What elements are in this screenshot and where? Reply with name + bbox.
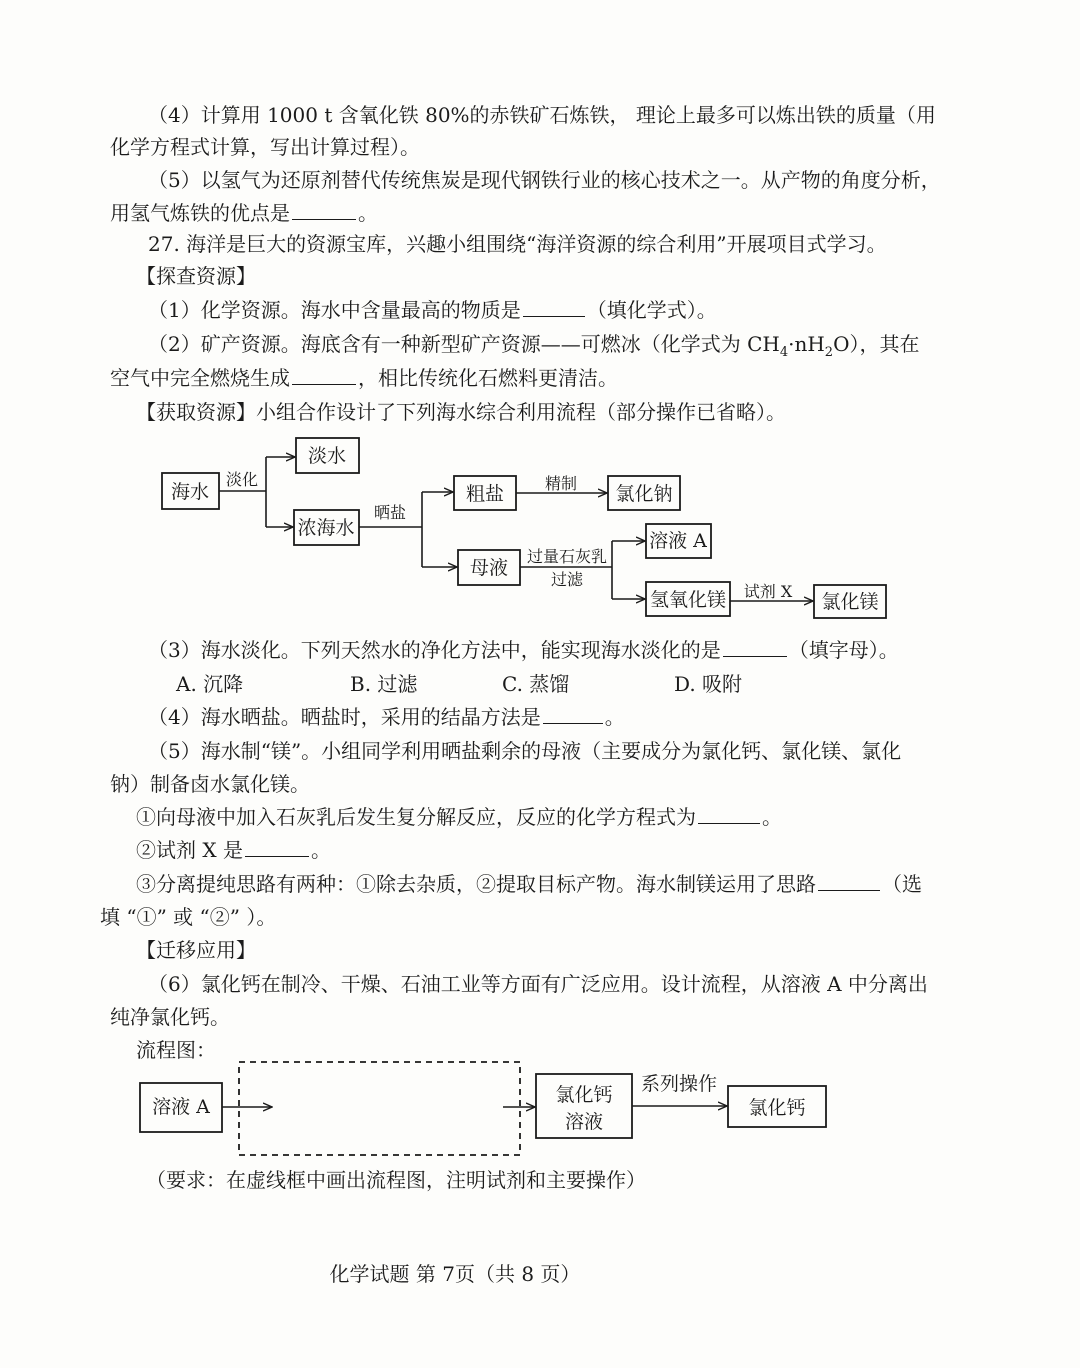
q27-part2-line2: 空气中完全燃烧生成 ，相比传统化石燃料更清洁。 [110, 366, 618, 390]
section-apply-heading: 【迁移应用】 [136, 938, 256, 962]
cacl2-solution-label-2: 溶液 [564, 1111, 604, 1133]
option-b: B. 过滤 [350, 672, 418, 696]
freshwater-label: 淡水 [307, 445, 347, 467]
q27-part2-line1: （2）矿产资源。海底含有一种新型矿产资源——可燃冰（化学式为 $CH_4\cdot nH_2O$），其在 [148, 332, 920, 360]
cacl2-solution-label-1: 氯化钙 [555, 1084, 613, 1106]
desalination-label: 淡化 [225, 470, 259, 489]
q27-part5-item3-line2: 填 “①” 或 “②” ）。 [100, 905, 277, 929]
nacl-label: 氯化钠 [615, 483, 673, 505]
option-c: C. 蒸馏 [502, 672, 570, 696]
crude-salt-label: 粗盐 [465, 483, 505, 505]
q27-part5-item1: ①向母液中加入石灰乳后发生复分解反应，反应的化学方程式为 。 [136, 805, 782, 829]
q27-part5-line2: 钠）制备卤水氯化镁。 [110, 772, 310, 796]
q27-part4: （4）海水晒盐。晒盐时，采用的结晶方法是 。 [148, 705, 625, 729]
lime-label: 过量石灰乳 [526, 547, 608, 566]
requirement-note: （要求：在虚线框中画出流程图，注明试剂和主要操作） [146, 1168, 646, 1192]
mother-liquor-label: 母液 [469, 557, 509, 579]
answer-blank[interactable] [543, 703, 603, 724]
q26-part5-line2: 用氢气炼铁的优点是 。 [110, 201, 378, 225]
solution-a-label: 溶液 A [649, 530, 707, 552]
q26-part4-line2: 化学方程式计算，写出计算过程）。 [110, 135, 420, 159]
dashed-answer-box[interactable] [239, 1062, 520, 1155]
brine-label: 浓海水 [297, 517, 355, 539]
reagent-x-label: 试剂 X [743, 582, 793, 601]
answer-blank[interactable] [698, 803, 760, 824]
solution-a-2-label: 溶液 A [152, 1096, 210, 1118]
option-d: D. 吸附 [674, 672, 743, 696]
q27-part6-line2: 纯净氯化钙。 [110, 1005, 230, 1029]
answer-blank[interactable] [245, 836, 309, 857]
cacl2-label: 氯化钙 [748, 1097, 806, 1119]
q27-part1: （1）化学资源。海水中含量最高的物质是 （填化学式）。 [148, 298, 717, 322]
q27-intro: 27. 海洋是巨大的资源宝库，兴趣小组围绕“海洋资源的综合利用”开展项目式学习。 [148, 232, 887, 256]
page-footer: 化学试题 第 7页（共 8 页） [329, 1262, 581, 1286]
q27-part5-line1: （5）海水制“镁”。小组同学利用晒盐剩余的母液（主要成分为氯化钙、氯化镁、氯化 [148, 739, 902, 763]
filtration-label: 过滤 [550, 570, 584, 589]
q27-part5-item2: ②试剂 X 是 。 [136, 838, 331, 862]
seawater-label: 海水 [170, 481, 210, 503]
q26-part5-line1: （5）以氢气为还原剂替代传统焦炭是现代钢铁行业的核心技术之一。从产物的角度分析， [148, 168, 941, 192]
series-operations-label: 系列操作 [640, 1073, 718, 1095]
evaporation-label: 晒盐 [373, 503, 407, 522]
flowchart-title: 流程图： [136, 1038, 216, 1062]
q27-part3: （3）海水淡化。下列天然水的净化方法中，能实现海水淡化的是 （填字母）。 [148, 638, 899, 662]
mgoh2-label: 氢氧化镁 [649, 589, 727, 611]
refine-label: 精制 [544, 474, 578, 493]
answer-blank[interactable] [723, 636, 787, 657]
q26-part4-line1: （4）计算用 1000 t 含氧化铁 80%的赤铁矿石炼铁， 理论上最多可以炼出铁的质量（用 [148, 103, 936, 127]
section-obtain-heading: 【获取资源】小组合作设计了下列海水综合利用流程（部分操作已省略）。 [136, 400, 786, 424]
mgcl2-label: 氯化镁 [821, 591, 879, 613]
section-explore-heading: 【探查资源】 [136, 264, 256, 288]
answer-blank[interactable] [818, 870, 880, 891]
q27-part5-item3-line1: ③分离提纯思路有两种：①除去杂质，②提取目标产物。海水制镁运用了思路 （选 [136, 872, 922, 896]
q27-part6-line1: （6）氯化钙在制冷、干燥、石油工业等方面有广泛应用。设计流程，从溶液 A 中分离出 [148, 972, 928, 996]
option-a: A. 沉降 [176, 672, 244, 696]
